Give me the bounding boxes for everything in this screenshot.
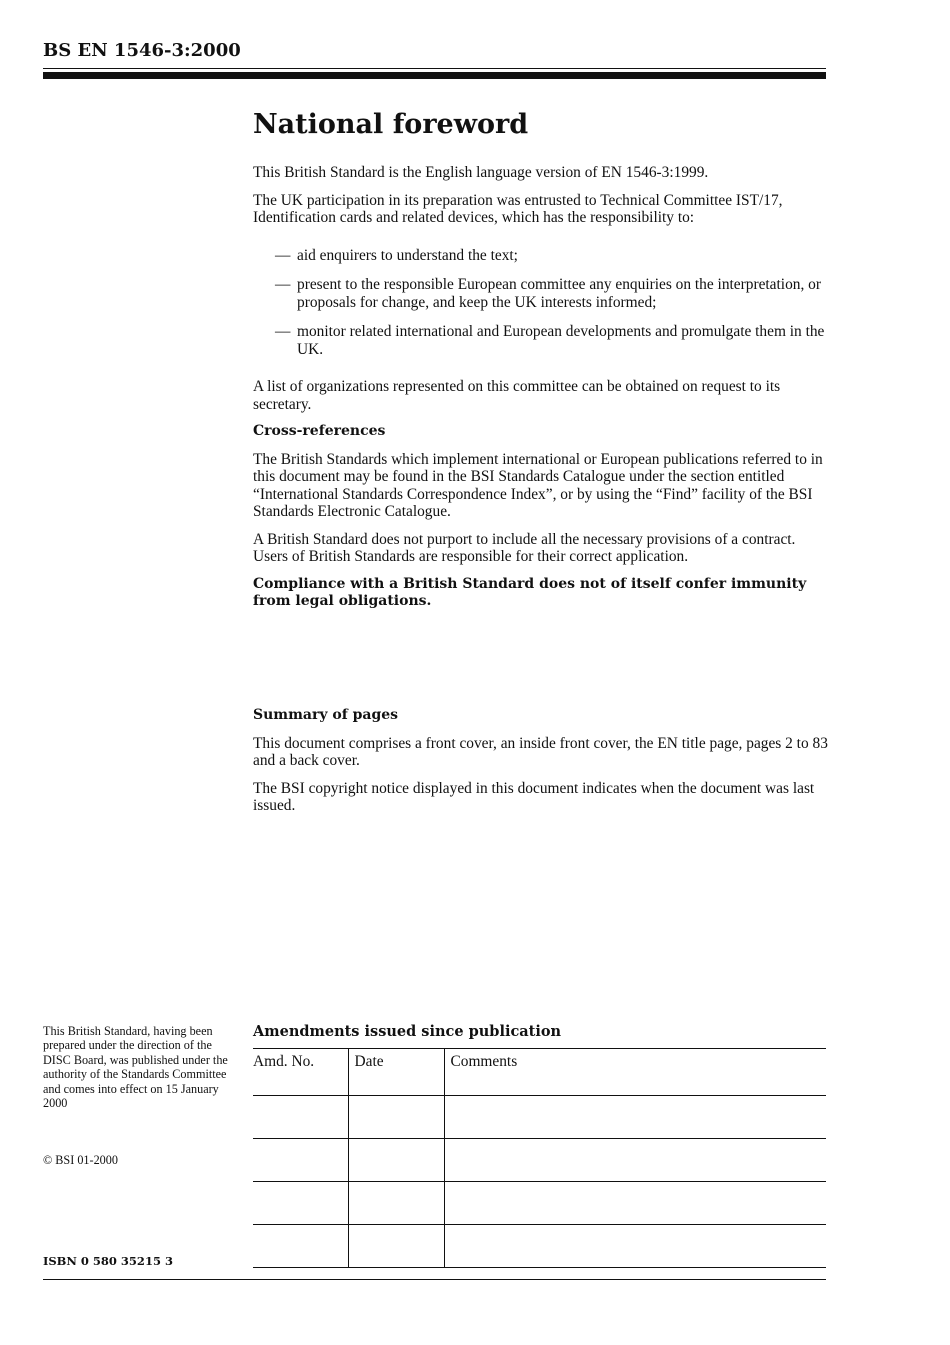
publication-note-text: This British Standard, having been prepared under the direction of the DISC Board, was published under the authority of the Standards Committee and comes into effect on 15 January 2000 (43, 1024, 228, 1111)
list-item (275, 276, 828, 311)
list-item-text: present to the responsible European committee any enquiries on the interpretation, or proposals for change, and keep the UK interests informed; (297, 276, 821, 311)
national-foreword-section (253, 108, 828, 621)
copyright-notice: © BSI 01-2000 (43, 1153, 118, 1167)
table-row (253, 1139, 826, 1182)
compliance-note: Compliance with a British Standard does not of itself confer immunity from legal obligations. (253, 575, 807, 609)
table-cell (348, 1182, 444, 1225)
column-header-comments: Comments (444, 1049, 826, 1096)
foreword-paragraph-3: A list of organizations represented on this committee can be obtained on request to its secretary. (253, 378, 781, 413)
table-cell (253, 1225, 348, 1268)
table-cell (444, 1096, 826, 1139)
cross-references-heading: Cross-references (253, 423, 386, 439)
isbn: ISBN 0 580 35215 3 (43, 1254, 173, 1268)
list-item (275, 247, 828, 265)
publication-note (43, 1024, 238, 1110)
list-item (275, 323, 828, 358)
table-cell (444, 1139, 826, 1182)
document-code: BS EN 1546-3:2000 (43, 40, 241, 61)
responsibility-list (253, 247, 828, 359)
table-header-row (253, 1049, 826, 1096)
list-marker: — (275, 276, 291, 293)
table-cell (444, 1225, 826, 1268)
table-cell (253, 1139, 348, 1182)
header-rule-thick (43, 72, 826, 79)
list-item-text: monitor related international and European developments and promulgate them in the UK. (297, 323, 825, 358)
column-header-amd-no: Amd. No. (253, 1049, 348, 1096)
table-cell (253, 1182, 348, 1225)
summary-paragraph-1: This document comprises a front cover, an inside front cover, the EN title page, pages 2 to 83 and a back cover. (253, 734, 828, 769)
list-marker: — (275, 246, 291, 264)
foreword-paragraph-2: The UK participation in its preparation was entrusted to Technical Committee IST/17, Identification cards and related devices, which has the responsibility to: (253, 191, 783, 226)
summary-heading: Summary of pages (253, 707, 399, 723)
amendments-table (253, 1048, 826, 1268)
list-marker: — (275, 323, 291, 340)
table-cell (348, 1225, 444, 1268)
summary-paragraph-2: The BSI copyright notice displayed in this document indicates when the document was last issued. (253, 779, 815, 814)
table-cell (348, 1139, 444, 1182)
table-row (253, 1096, 826, 1139)
amendments-title: Amendments issued since publication (253, 1023, 562, 1040)
list-item-text: aid enquirers to understand the text; (297, 246, 518, 264)
summary-of-pages-section (253, 707, 828, 825)
header-rule-thin (43, 68, 826, 69)
table-cell (253, 1096, 348, 1139)
table-cell (444, 1182, 826, 1225)
table-row (253, 1182, 826, 1225)
table-cell (348, 1096, 444, 1139)
purport-paragraph: A British Standard does not purport to include all the necessary provisions of a contract. Users of British Standards are responsible for their correct application. (253, 530, 796, 565)
page-title: National foreword (253, 109, 529, 140)
table-row (253, 1225, 826, 1268)
footer-rule (43, 1279, 826, 1280)
column-header-date: Date (348, 1049, 444, 1096)
foreword-paragraph-1: This British Standard is the English language version of EN 1546-3:1999. (253, 164, 709, 181)
cross-references-paragraph: The British Standards which implement international or European publications referred to in this document may be found in the BSI Standards Catalogue under the section entitled “International Standards Correspondence Index”, or by using the “Find” facility of the BSI Standards Electronic Catalogue. (253, 450, 823, 520)
